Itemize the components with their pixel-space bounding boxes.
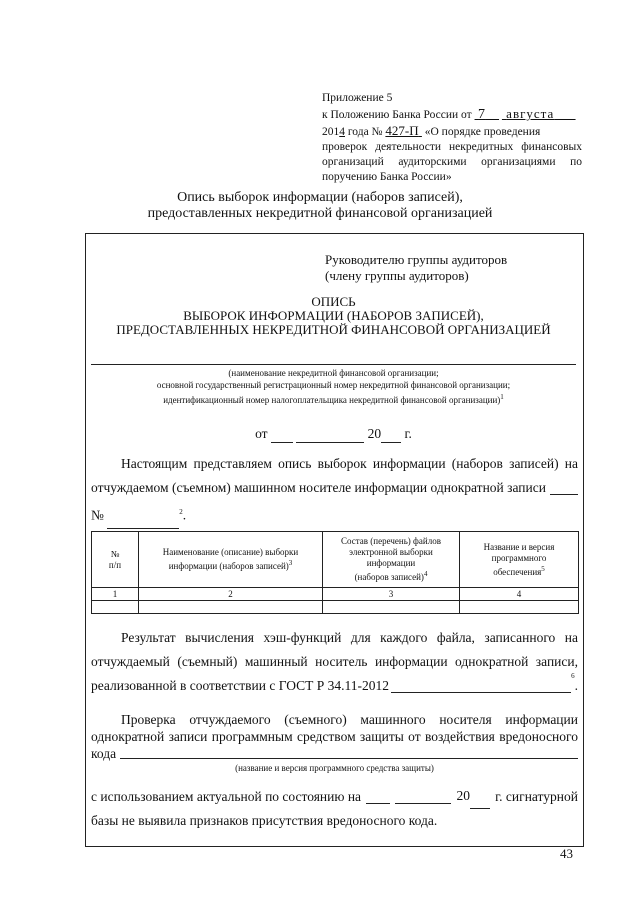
footnote-ref-6: 6 [571, 672, 575, 680]
medium-number-blank[interactable] [107, 504, 179, 529]
appendix-year-digit: 4 [339, 126, 345, 138]
appendix-number: 427-П [385, 123, 419, 138]
medium-fill-line[interactable] [550, 494, 578, 495]
date-year-blank[interactable] [381, 426, 401, 443]
addressee-block: Руководителю группы аудиторов (члену группы аудиторов) [325, 252, 508, 283]
appendix-number-line: 2014 года № 427-П «О порядке проведения [322, 123, 541, 138]
check-paragraph: Проверка отчуждаемого (съемного) машинного носителя информации однократной записи программным средством защиты от воздействия вредоносного кода (название и версия программного средства защиты) [91, 712, 578, 773]
table-header-row [92, 532, 579, 588]
header-col-files: Состав (перечень) файлов электронной выборки информации (наборов записей)$^4$ [323, 532, 460, 588]
page-number: 43 [560, 846, 573, 861]
hash-paragraph: Результат вычисления хэш-функций для каждого файла, записанного на отчуждаемый (съемный) машинный носитель информации однократной записи, реализованной в соответствии с ГОСТ Р 34.11-2012 $^6$ . [91, 630, 578, 693]
intro-paragraph: Настоящим представляем опись выборок информации (наборов записей) на отчуждаемом (съемном) машинном носителе информации однократной записи № $^2$. [91, 452, 578, 529]
org-caption: (наименование некредитной финансовой организации; основной государственный регистрационный номер некредитной финансовой организации; идентификационный номер налогоплательщика некредитной финансовой организации)$^1$ [156, 368, 511, 405]
hash-fill-line[interactable] [391, 692, 571, 693]
header-col-description: Наименование (описание) выборки информации (наборов записей)$^3$ [139, 532, 323, 588]
signature-date-day-blank[interactable] [366, 803, 390, 804]
footnote-ref-1: 1 [500, 393, 504, 401]
inventory-table [91, 531, 579, 614]
appendix-title: Приложение 5 [322, 92, 393, 104]
org-fill-line[interactable] [91, 364, 576, 365]
header-col-number: № п/п [92, 532, 139, 588]
appendix-date-day: 7 [478, 107, 486, 122]
signature-date-year-blank[interactable] [470, 784, 490, 809]
table-number-row: 1 2 3 4 [92, 588, 579, 601]
form-heading: ОПИСЬ ВЫБОРОК ИНФОРМАЦИИ (НАБОРОВ ЗАПИСЕЙ), ПРЕДОСТАВЛЕННЫХ НЕКРЕДИТНОЙ ФИНАНСОВОЙ ОРГАНИЗАЦИЕЙ [116, 294, 551, 337]
date-line: от 20 г. [255, 426, 412, 441]
antivirus-caption: (название и версия программного средства защиты) [235, 763, 434, 773]
signature-date-month-blank[interactable] [395, 803, 451, 804]
date-month-blank[interactable] [296, 426, 364, 443]
antivirus-fill-line[interactable] [120, 758, 578, 759]
appendix-reference-line: к Положению Банка России от 7 августа [322, 106, 582, 123]
final-paragraph: с использованием актуальной по состоянию на 20 г. сигнатурной базы не выявила признаков присутствия вредоносного кода. [91, 784, 578, 833]
date-day-blank[interactable] [271, 426, 293, 443]
footnote-ref-2: 2 [179, 508, 183, 516]
appendix-block: Приложение 5 к Положению Банка России от 7 августа 2014 года № 427-П «О порядке проведения проверок деятельности некредитных финансовых организаций аудиторскими организациями по поручению Банка России» [322, 92, 582, 183]
document-title: Опись выборок информации (наборов записей), предоставленных некредитной финансовой организацией [147, 190, 493, 221]
header-col-software: Название и версия программного обеспечения$^5$ [460, 532, 579, 588]
appendix-date-month: августа [506, 106, 555, 121]
table-row[interactable] [92, 601, 579, 614]
